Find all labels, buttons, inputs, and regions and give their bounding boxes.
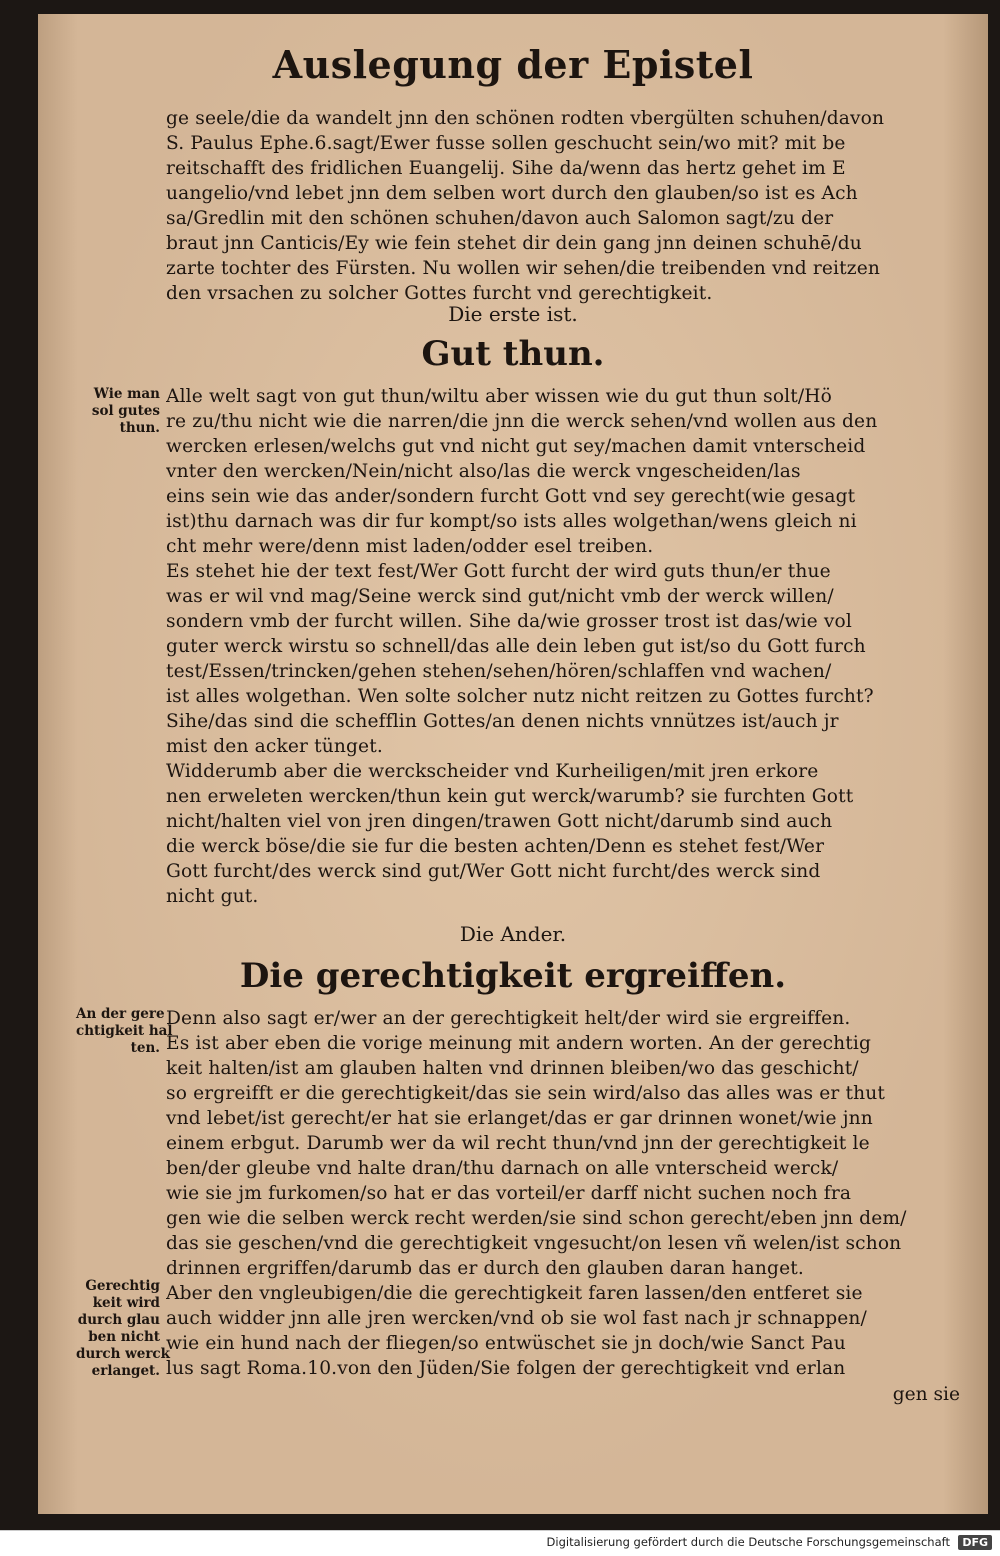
margin-note-line: sol gutes bbox=[91, 403, 160, 419]
section-heading-gut-thun: Gut thun. bbox=[421, 334, 605, 374]
text-line: drinnen ergriffen/darumb das er durch den glauben daran hanget. bbox=[166, 1258, 804, 1279]
footer-credit: Digitalisierung gefördert durch die Deutsche Forschungsgemeinschaft bbox=[546, 1535, 950, 1549]
margin-note-line: durch glau bbox=[77, 1312, 160, 1328]
text-line: ist alles wolgethan. Wen solte solcher nutz nicht reitzen zu Gottes furcht? bbox=[166, 686, 874, 707]
text-line: auch widder jnn alle jren wercken/vnd ob sie wol fast nach jr schnappen/ bbox=[166, 1308, 867, 1329]
margin-note-line: Wie man bbox=[93, 386, 160, 402]
margin-note-line: Gerechtig bbox=[85, 1278, 160, 1294]
text-line: test/Essen/trincken/gehen stehen/sehen/hören/schlaffen vnd wachen/ bbox=[166, 661, 832, 682]
text-line: wercken erlesen/welchs gut vnd nicht gut sey/machen damit vnterscheid bbox=[166, 436, 866, 457]
margin-note-line: erlanget. bbox=[91, 1363, 160, 1379]
margin-note-gutes-thun bbox=[76, 386, 160, 437]
text-line: S. Paulus Ephe.6.sagt/Ewer fusse sollen geschucht sein/wo mit? mit be bbox=[166, 133, 846, 154]
text-line: sondern vmb der furcht willen. Sihe da/wie grosser trost ist das/wie vol bbox=[166, 611, 852, 632]
section-label-second: Die Ander. bbox=[459, 922, 567, 946]
text-line: ge seele/die da wandelt jnn den schönen rodten vbergülten schuhen/davon bbox=[166, 108, 885, 129]
text-block-gut-thun bbox=[166, 384, 976, 909]
text-line: lus sagt Roma.10.von den Jüden/Sie folgen der gerechtigkeit vnd erlan bbox=[166, 1358, 846, 1379]
book-page bbox=[38, 14, 988, 1514]
margin-note-gerechtigkeit-halten bbox=[76, 1006, 173, 1057]
margin-note-line: chtigkeit hal bbox=[76, 1023, 173, 1039]
margin-note-line: ten. bbox=[130, 1040, 160, 1056]
text-line: braut jnn Canticis/Ey wie fein stehet dir dein gang jnn deinen schuhē/du bbox=[166, 233, 862, 254]
text-line: eins sein wie das ander/sondern furcht Gott vnd sey gerecht(wie gesagt bbox=[166, 486, 856, 507]
text-line: nicht gut. bbox=[166, 886, 259, 907]
text-line: vnter den wercken/Nein/nicht also/las die werck vngescheiden/las bbox=[166, 461, 801, 482]
text-line: vnd lebet/ist gerecht/er hat sie erlanget/das er gar drinnen wonet/wie jnn bbox=[166, 1108, 873, 1129]
text-line: Widderumb aber die werckscheider vnd Kurheiligen/mit jren erkore bbox=[166, 761, 819, 782]
text-line: Gott furcht/des werck sind gut/Wer Gott nicht furcht/des werck sind bbox=[166, 861, 821, 882]
margin-note-line: ben nicht bbox=[88, 1329, 160, 1345]
text-block-intro bbox=[166, 106, 976, 306]
margin-note-line: thun. bbox=[119, 420, 160, 436]
text-line: Alle welt sagt von gut thun/wiltu aber wissen wie du gut thun solt/Hö bbox=[166, 386, 833, 407]
text-line: die werck böse/die sie fur die besten achten/Denn es stehet fest/Wer bbox=[166, 836, 825, 857]
text-line: wie sie jm furkomen/so hat er das vorteil/er darff nicht suchen noch fra bbox=[166, 1183, 852, 1204]
text-line: Aber den vngleubigen/die die gerechtigkeit faren lassen/den entferet sie bbox=[166, 1283, 863, 1304]
text-line: Es ist aber eben die vorige meinung mit andern worten. An der gerechtig bbox=[166, 1033, 872, 1054]
text-line: mist den acker tünget. bbox=[166, 736, 383, 757]
text-line: guter werck wirstu so schnell/das alle dein leben gut ist/so du Gott furch bbox=[166, 636, 866, 657]
text-line: den vrsachen zu solcher Gottes furcht vnd gerechtigkeit. bbox=[166, 283, 713, 304]
text-line: was er wil vnd mag/Seine werck sind gut/nicht vmb der werck willen/ bbox=[166, 586, 834, 607]
text-line: reitschafft des fridlichen Euangelij. Sihe da/wenn das hertz gehet im E bbox=[166, 158, 846, 179]
text-line: nicht/halten viel von jren dingen/trawen Gott nicht/darumb sind auch bbox=[166, 811, 833, 832]
text-line: re zu/thu nicht wie die narren/die jnn die werck sehen/vnd wollen aus den bbox=[166, 411, 878, 432]
footer-bar bbox=[0, 1530, 1000, 1556]
text-line: Sihe/das sind die schefflin Gottes/an denen nichts vnnützes ist/auch jr bbox=[166, 711, 839, 732]
text-line: das sie geschen/vnd die gerechtigkeit vngesucht/on lesen vñ welen/ist schon bbox=[166, 1233, 902, 1254]
text-line: ist)thu darnach was dir fur kompt/so ists alles wolgethan/wens gleich ni bbox=[166, 511, 857, 532]
text-line: keit halten/ist am glauben halten vnd drinnen bleiben/wo das geschicht/ bbox=[166, 1058, 859, 1079]
text-line: gen wie die selben werck recht werden/sie sind schon gerecht/eben jnn dem/ bbox=[166, 1208, 907, 1229]
section-label-first: Die erste ist. bbox=[448, 302, 578, 326]
text-line: wie ein hund nach der fliegen/so entwüschet sie jn doch/wie Sanct Pau bbox=[166, 1333, 846, 1354]
margin-note-line: keit wird bbox=[92, 1295, 160, 1311]
running-head: Auslegung der Epistel bbox=[272, 42, 754, 87]
text-line: einem erbgut. Darumb wer da wil recht thun/vnd jnn der gerechtigkeit le bbox=[166, 1133, 870, 1154]
catchword: gen sie bbox=[892, 1384, 960, 1405]
text-line: Es stehet hie der text fest/Wer Gott furcht der wird guts thun/er thue bbox=[166, 561, 831, 582]
dfg-logo: DFG bbox=[958, 1535, 992, 1550]
text-line: so ergreifft er die gerechtigkeit/das sie sein wird/also das alles was er thut bbox=[166, 1083, 885, 1104]
section-heading-gerechtigkeit: Die gerechtigkeit ergreiffen. bbox=[239, 956, 787, 996]
margin-note-line: durch werck bbox=[76, 1346, 170, 1362]
margin-note-line: An der gere bbox=[76, 1006, 165, 1022]
text-line: ben/der gleube vnd halte dran/thu darnach on alle vnterscheid werck/ bbox=[166, 1158, 839, 1179]
text-line: sa/Gredlin mit den schönen schuhen/davon auch Salomon sagt/zu der bbox=[166, 208, 834, 229]
text-line: nen erweleten wercken/thun kein gut werck/warumb? sie furchten Gott bbox=[166, 786, 854, 807]
text-line: zarte tochter des Fürsten. Nu wollen wir sehen/die treibenden vnd reitzen bbox=[166, 258, 880, 279]
margin-note-gerechtigkeit-glauben bbox=[76, 1278, 170, 1380]
text-block-gerechtigkeit bbox=[166, 1006, 976, 1381]
text-line: uangelio/vnd lebet jnn dem selben wort durch den glauben/so ist es Ach bbox=[166, 183, 858, 204]
text-line: Denn also sagt er/wer an der gerechtigkeit helt/der wird sie ergreiffen. bbox=[166, 1008, 851, 1029]
text-line: cht mehr were/denn mist laden/odder esel treiben. bbox=[166, 536, 654, 557]
